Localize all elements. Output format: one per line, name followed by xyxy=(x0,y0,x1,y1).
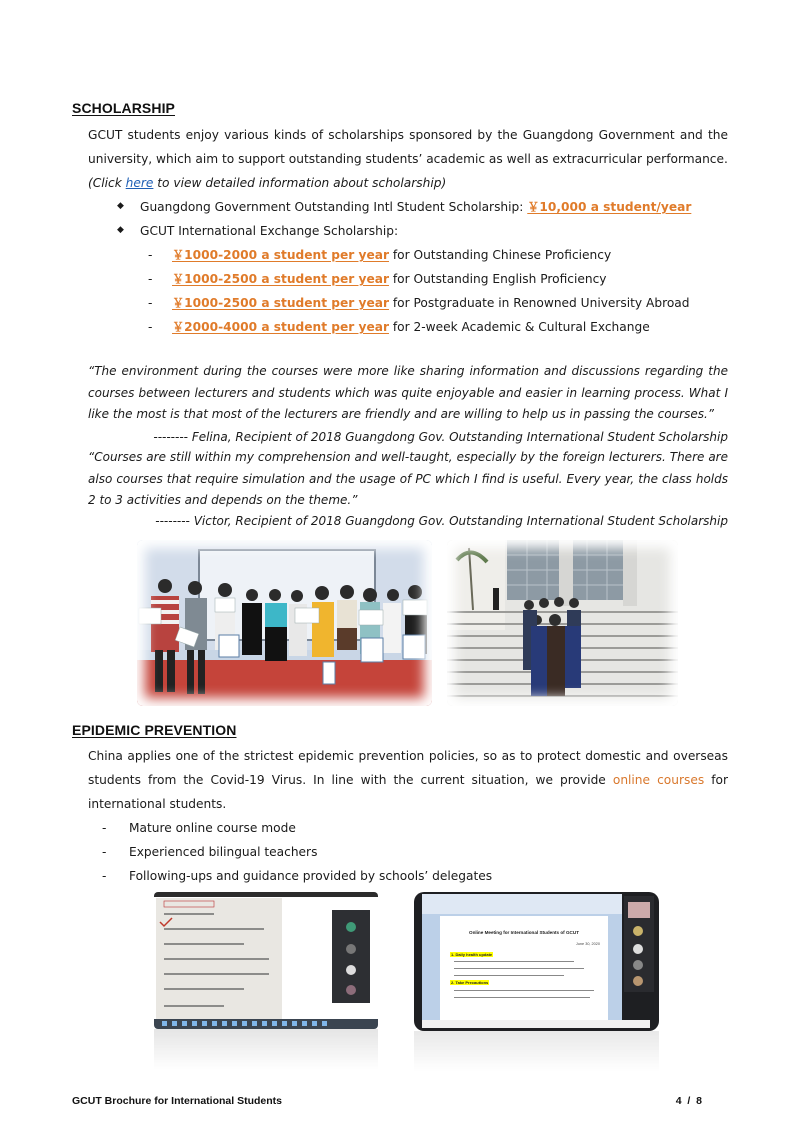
online-meeting-screenshot xyxy=(414,892,659,1031)
word-document-page xyxy=(440,916,608,1020)
video-participants-panel xyxy=(624,896,654,992)
meeting-doc-section-1: 1. Daily health update xyxy=(451,952,493,957)
epidemic-intro-line-1: China applies one of the strictest epidemic prevention policies, so as to protect domestic and overseas xyxy=(88,749,728,763)
online-class-screenshot xyxy=(154,892,378,1029)
line2-prefix: students from the Covid-19 Virus. In line with the current situation, we provide xyxy=(88,773,613,787)
item-amount: ￥1000-2000 a student per year xyxy=(172,248,389,262)
click-suffix: to view detailed information about scholarship) xyxy=(153,176,447,190)
feature-dash: - xyxy=(102,821,107,835)
meeting-doc-section-2: 2. Take Precautions xyxy=(451,980,489,985)
click-prefix: (Click xyxy=(88,176,126,190)
campus-stairs-photo xyxy=(447,540,678,706)
doc-line xyxy=(454,990,594,991)
bullet-diamond-icon: ◆ xyxy=(117,224,124,234)
scholarship-heading: SCHOLARSHIP xyxy=(72,100,175,116)
bullet-label: GCUT International Exchange Scholarship: xyxy=(140,224,399,238)
feature-item: Following-ups and guidance provided by schools’ delegates xyxy=(129,869,493,883)
doc-line xyxy=(454,961,574,962)
testimonial-attribution-felina: -------- Felina, Recipient of 2018 Guangdong Gov. Outstanding International Student Scholarship xyxy=(153,430,728,444)
feature-item: Experienced bilingual teachers xyxy=(129,845,318,859)
scholarship-bullet-2 xyxy=(140,219,398,243)
sub-item-dash: - xyxy=(148,320,153,334)
epidemic-intro-line-2 xyxy=(88,768,728,792)
sub-item-dash: - xyxy=(148,272,153,286)
meeting-doc-date: June 30, 2020 xyxy=(575,942,600,946)
scholarship-details-link[interactable]: here xyxy=(125,176,154,190)
word-canvas xyxy=(422,914,622,1020)
epidemic-intro-line-3: international students. xyxy=(88,797,227,811)
item-desc: for Outstanding Chinese Proficiency xyxy=(388,248,612,262)
epidemic-heading: EPIDEMIC PREVENTION xyxy=(72,722,237,738)
award-ceremony-illustration xyxy=(137,540,432,706)
scholarship-intro-line-1: GCUT students enjoy various kinds of scholarships sponsored by the Guangdong Government and the xyxy=(88,128,728,142)
meeting-doc-title: Online Meeting for International Students of GCUT xyxy=(469,930,579,935)
online-class-reflection xyxy=(154,1029,378,1069)
testimonial-attribution-victor: -------- Victor, Recipient of 2018 Guangdong Gov. Outstanding International Student Scholarship xyxy=(155,514,728,528)
bullet-amount: ￥10,000 a student/year xyxy=(527,200,692,214)
scholarship-click-note xyxy=(88,171,446,195)
item-desc: for Postgraduate in Renowned University Abroad xyxy=(388,296,690,310)
online-courses-highlight: online courses xyxy=(612,773,705,787)
item-amount: ￥1000-2500 a student per year xyxy=(172,296,389,310)
campus-stairs-illustration xyxy=(447,540,678,706)
item-amount: ￥2000-4000 a student per year xyxy=(172,320,389,334)
scholarship-intro-line-2: university, which aim to support outstanding students’ academic as well as extracurricular performance. xyxy=(88,152,728,166)
feature-item: Mature online course mode xyxy=(129,821,296,835)
line2-suffix: for xyxy=(704,773,728,787)
exchange-scholarship-item xyxy=(172,291,690,315)
exchange-scholarship-item xyxy=(172,243,611,267)
word-ribbon xyxy=(422,894,622,914)
participant-avatar xyxy=(633,960,643,970)
sub-item-dash: - xyxy=(148,248,153,262)
online-meeting-reflection xyxy=(414,1031,659,1071)
testimonial-quote-felina: “The environment during the courses were more like sharing information and discussions regarding the courses between lecturers and students which was quite enjoyable and easier in learning process. What I like the most is that most of the lecturers are friendly and are willing to help us in passing the courses.” xyxy=(88,364,728,421)
feature-dash: - xyxy=(102,845,107,859)
feature-dash: - xyxy=(102,869,107,883)
page-number: 4 / 8 xyxy=(675,1095,702,1107)
scholarship-bullet-1 xyxy=(140,195,691,219)
item-desc: for 2-week Academic & Cultural Exchange xyxy=(388,320,650,334)
participant-avatar xyxy=(633,926,643,936)
award-ceremony-photo xyxy=(137,540,432,706)
bullet-label: Guangdong Government Outstanding Intl Student Scholarship: xyxy=(140,200,528,214)
testimonial-quote-victor: “Courses are still within my comprehension and well-taught, especially by the foreign lecturers. There are also courses that require simulation and the usage of PC which I find is useful. Every year, the class holds 2 to 3 activities and depends on the theme.” xyxy=(88,450,728,507)
participant-video xyxy=(628,902,650,918)
participant-avatar xyxy=(633,944,643,954)
footer-title: GCUT Brochure for International Students xyxy=(72,1095,283,1107)
item-desc: for Outstanding English Proficiency xyxy=(388,272,607,286)
taskbar xyxy=(422,1020,650,1028)
exchange-scholarship-item xyxy=(172,267,606,291)
item-amount: ￥1000-2500 a student per year xyxy=(172,272,389,286)
doc-line xyxy=(454,968,584,969)
sub-item-dash: - xyxy=(148,296,153,310)
bullet-diamond-icon: ◆ xyxy=(117,200,124,210)
doc-line xyxy=(454,975,564,976)
participant-avatar xyxy=(633,976,643,986)
doc-line xyxy=(454,997,590,998)
online-class-illustration xyxy=(154,892,378,1029)
exchange-scholarship-item xyxy=(172,315,650,339)
